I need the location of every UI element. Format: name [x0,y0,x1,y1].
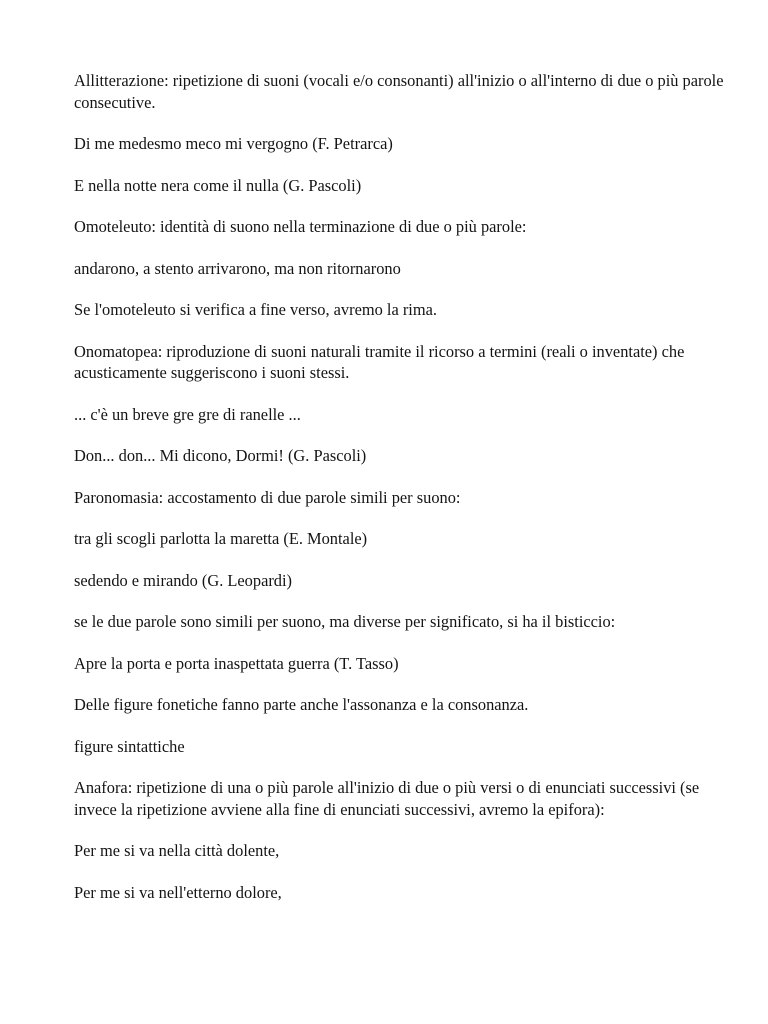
example-dante-line-1: Per me si va nella città dolente, [74,841,280,860]
example-ranelle: ... c'è un breve gre gre di ranelle ... [74,404,301,424]
definition-onomatopea: Onomatopea: riproduzione di suoni naturali tramite il ricorso a termini (reali o inventate) che acusticamente suggeriscono i suoni stessi. [74,341,685,382]
definition-paronomasia: Paronomasia: accostamento di due parole simili per suono: [74,487,461,507]
definition-bisticcio: se le due parole sono simili per suono, ma diverse per significato, si ha il bisticcio: [74,612,616,631]
example-pascoli-don: Don... don... Mi dicono, Dormi! (G. Pascoli) [74,446,367,465]
definition-anafora: Anafora: ripetizione di una o più parole all'inizio di due o più versi o di enunciati successivi (se invece la ripetizione avviene alla fine di enunciati successivi, avremo la epifora): [74,778,700,819]
section-heading-figure-sintattiche: figure sintattiche [74,736,185,756]
example-petrarca: Di me medesmo meco mi vergogno (F. Petrarca) [74,134,393,153]
definition-omoteleuto: Omoteleuto: identità di suono nella terminazione di due o più parole: [74,217,527,236]
note-rima: Se l'omoteleuto si verifica a fine verso, avremo la rima. [74,300,437,319]
document-page [74,70,724,923]
definition-alliteration: Allitterazione: ripetizione di suoni (vocali e/o consonanti) all'inizio o all'interno di due o più parole consecutive. [74,71,724,112]
example-pascoli-night: E nella notte nera come il nulla (G. Pascoli) [74,175,362,195]
example-leopardi: sedendo e mirando (G. Leopardi) [74,570,293,590]
example-montale: tra gli scogli parlotta la maretta (E. Montale) [74,529,368,548]
note-figure-fonetiche: Delle figure fonetiche fanno parte anche l'assonanza e la consonanza. [74,695,529,714]
example-dante-line-2: Per me si va nell'etterno dolore, [74,882,282,902]
example-tasso: Apre la porta e porta inaspettata guerra (T. Tasso) [74,653,399,673]
example-andarono: andarono, a stento arrivarono, ma non ritornarono [74,258,401,278]
